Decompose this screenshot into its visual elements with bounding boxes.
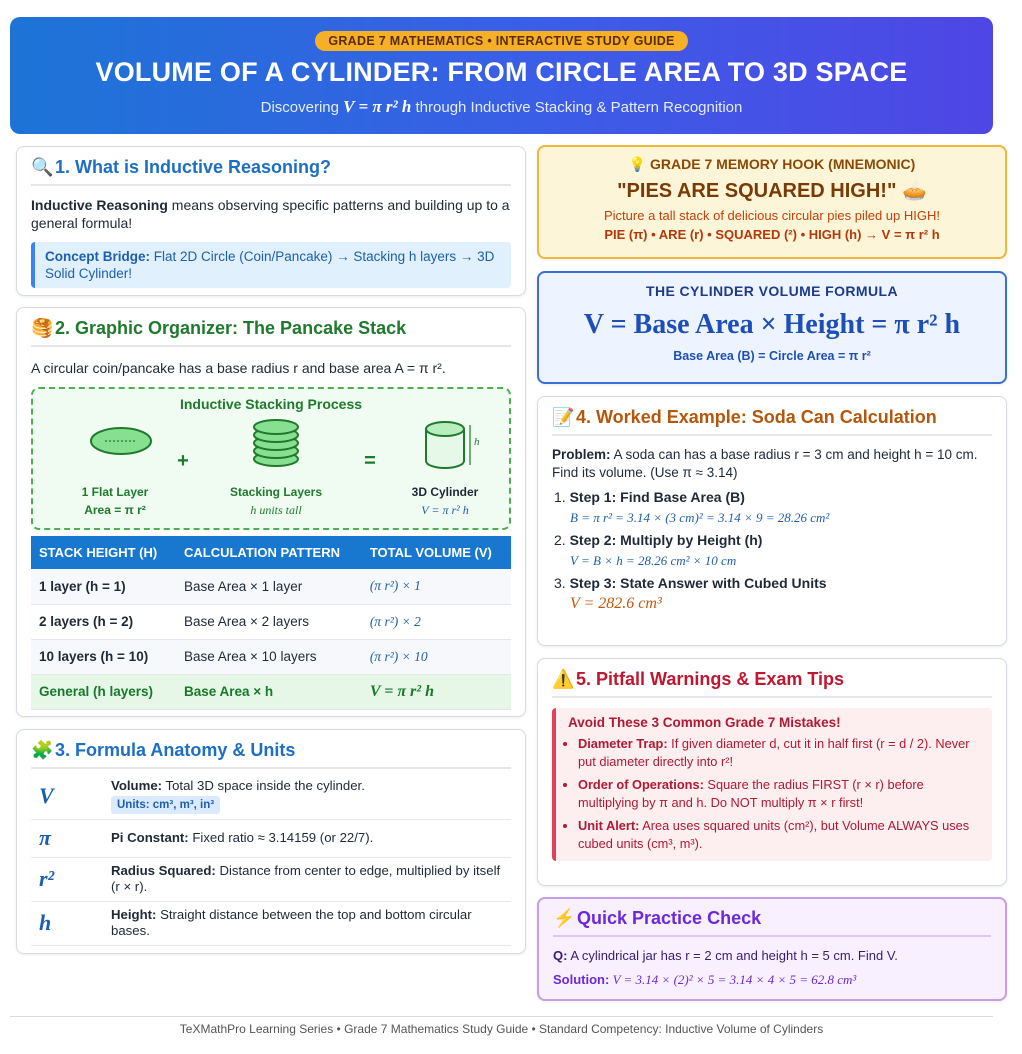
plus-sign: + bbox=[177, 450, 189, 472]
pancake-icon: 🥞 bbox=[31, 318, 54, 338]
stacking-diagram bbox=[31, 387, 511, 530]
header-banner bbox=[10, 17, 993, 134]
final-answer: V = 282.6 cm³ bbox=[570, 595, 662, 612]
mnemonic-card bbox=[537, 145, 1007, 259]
formula-sub: Base Area (B) = Circle Area = π r² bbox=[673, 349, 871, 363]
list-item: • Order of Operations: Square the radius FIRST (r × r) before multiplying by π and h. Do NOT multiply π × r first! bbox=[578, 776, 982, 812]
table-row: 1 layer (h = 1) Base Area × 1 layer (π r²) × 1 bbox=[31, 569, 511, 604]
table-row: 2 layers (h = 2) Base Area × 2 layers (π r²) × 2 bbox=[31, 604, 511, 639]
cylinder-caption: 3D Cylinder V = π r² h bbox=[411, 485, 479, 517]
formula-label: THE CYLINDER VOLUME FORMULA bbox=[646, 283, 898, 299]
subtitle-formula: V = π r² h bbox=[343, 97, 412, 116]
lightning-icon: ⚡ bbox=[553, 908, 576, 928]
bulb-icon: 💡 bbox=[628, 156, 647, 172]
anatomy-row: r² Radius Squared: Distance from center to edge, multiplied by itself (r × r). bbox=[31, 857, 511, 901]
section-1-title: 🔍1. What is Inductive Reasoning? bbox=[31, 157, 511, 186]
inductive-definition: Inductive Reasoning means observing specific patterns and building up to a general formula! bbox=[31, 197, 510, 231]
mnemonic-title: "PIES ARE SQUARED HIGH!" 🥧 bbox=[617, 180, 927, 202]
quick-practice-card bbox=[537, 897, 1007, 1001]
anatomy-row: h Height: Straight distance between the top and bottom circular bases. bbox=[31, 901, 511, 945]
quick-title: ⚡Quick Practice Check bbox=[553, 908, 991, 937]
table-header-row bbox=[31, 536, 511, 569]
col-header: STACK HEIGHT (H) bbox=[31, 536, 176, 569]
section-inductive-reasoning bbox=[16, 146, 526, 296]
practice-solution: Solution: V = 3.14 × (2)² × 5 = 3.14 × 4 × 5 = 62.8 cm³ bbox=[553, 972, 857, 987]
page-subtitle: Discovering V = π r² h through Inductive Stacking & Pattern Recognition bbox=[260, 97, 743, 116]
list-item: • Diameter Trap: If given diameter d, cut it in half first (r = d / 2). Never put diameter directly into r²! bbox=[578, 735, 982, 771]
list-item: • Unit Alert: Area uses squared units (cm²), but Volume ALWAYS uses cubed units (cm³, m³). bbox=[578, 817, 982, 853]
anatomy-row: π Pi Constant: Fixed ratio ≈ 3.14159 (or 22/7). bbox=[31, 819, 511, 857]
pancake-intro: A circular coin/pancake has a base radius r and base area A = π r². bbox=[31, 360, 446, 376]
height-marker: h bbox=[474, 436, 480, 448]
stacking-caption: Stacking Layers h units tall bbox=[229, 485, 323, 517]
section-5-title: ⚠️5. Pitfall Warnings & Exam Tips bbox=[552, 669, 992, 698]
section-4-title: 📝4. Worked Example: Soda Can Calculation bbox=[552, 407, 992, 436]
step-item: 2. Step 2: Multiply by Height (h) V = B × h = 28.26 cm² × 10 cm bbox=[554, 532, 763, 568]
pitfall-list bbox=[568, 735, 982, 853]
magnifier-icon: 🔍 bbox=[31, 157, 54, 177]
anatomy-table bbox=[31, 773, 511, 946]
section-2-title: 🥞2. Graphic Organizer: The Pancake Stack bbox=[31, 318, 511, 347]
mnemonic-desc: Picture a tall stack of delicious circular pies piled up HIGH! bbox=[604, 208, 940, 223]
page-title: VOLUME OF A CYLINDER: FROM CIRCLE AREA TO 3D SPACE bbox=[95, 57, 908, 87]
col-header: TOTAL VOLUME (V) bbox=[362, 536, 511, 569]
practice-question: Q: A cylindrical jar has r = 2 cm and height h = 5 cm. Find V. bbox=[553, 948, 898, 963]
formula-card bbox=[537, 271, 1007, 384]
units-badge: Units: cm³, m³, in³ bbox=[111, 796, 220, 814]
mnemonic-label: 💡 GRADE 7 MEMORY HOOK (MNEMONIC) bbox=[628, 156, 916, 172]
process-title: Inductive Stacking Process bbox=[179, 396, 363, 412]
memo-icon: 📝 bbox=[552, 407, 575, 427]
pitfall-box-title: Avoid These 3 Common Grade 7 Mistakes! bbox=[568, 715, 841, 730]
problem-statement: Problem: A soda can has a base radius r = 3 cm and height h = 10 cm. Find its volume. (Use π ≈ 3.14) bbox=[552, 447, 978, 480]
stack-height-table bbox=[31, 536, 511, 710]
puzzle-icon: 🧩 bbox=[31, 740, 54, 760]
warning-icon: ⚠️ bbox=[552, 669, 575, 689]
cylinder-icon bbox=[426, 422, 470, 468]
concept-bridge: Concept Bridge: Flat 2D Circle (Coin/Pancake) → Stacking h layers → 3D Solid Cylinder! bbox=[31, 242, 511, 288]
flat-layer-caption: 1 Flat Layer Area = π r² bbox=[81, 485, 149, 517]
flat-disk-icon bbox=[91, 428, 151, 454]
footer: TeXMathPro Learning Series • Grade 7 Mathematics Study Guide • Standard Competency: Inductive Volume of Cylinders bbox=[10, 1016, 993, 1036]
section-pitfalls bbox=[537, 658, 1007, 886]
section-worked-example bbox=[537, 396, 1007, 646]
anatomy-row: V Volume: Total 3D space inside the cylinder. Units: cm³, m³, in³ bbox=[31, 773, 511, 819]
header-tag: GRADE 7 MATHEMATICS • INTERACTIVE STUDY GUIDE bbox=[315, 31, 687, 51]
equals-sign: = bbox=[364, 450, 376, 472]
section-pancake-stack bbox=[16, 307, 526, 717]
steps-list bbox=[552, 488, 992, 613]
pitfall-box bbox=[552, 708, 992, 861]
step-item: 1. Step 1: Find Base Area (B) B = π r² = 3.14 × (3 cm)² = 3.14 × 9 = 28.26 cm² bbox=[554, 489, 830, 525]
stacked-layers-icon bbox=[254, 420, 298, 466]
mnemonic-key: PIE (π) • ARE (r) • SQUARED (²) • HIGH (h) → V = π r² h bbox=[604, 227, 940, 242]
section-3-title: 🧩3. Formula Anatomy & Units bbox=[31, 740, 511, 769]
table-row-general: General (h layers) Base Area × h V = π r² h bbox=[31, 674, 511, 709]
table-row: 10 layers (h = 10) Base Area × 10 layers (π r²) × 10 bbox=[31, 639, 511, 674]
formula-main: V = Base Area × Height = π r² h bbox=[583, 309, 961, 340]
col-header: CALCULATION PATTERN bbox=[176, 536, 362, 569]
step-item: 3. Step 3: State Answer with Cubed Units V = 282.6 cm³ bbox=[554, 574, 992, 613]
section-formula-anatomy bbox=[16, 729, 526, 954]
